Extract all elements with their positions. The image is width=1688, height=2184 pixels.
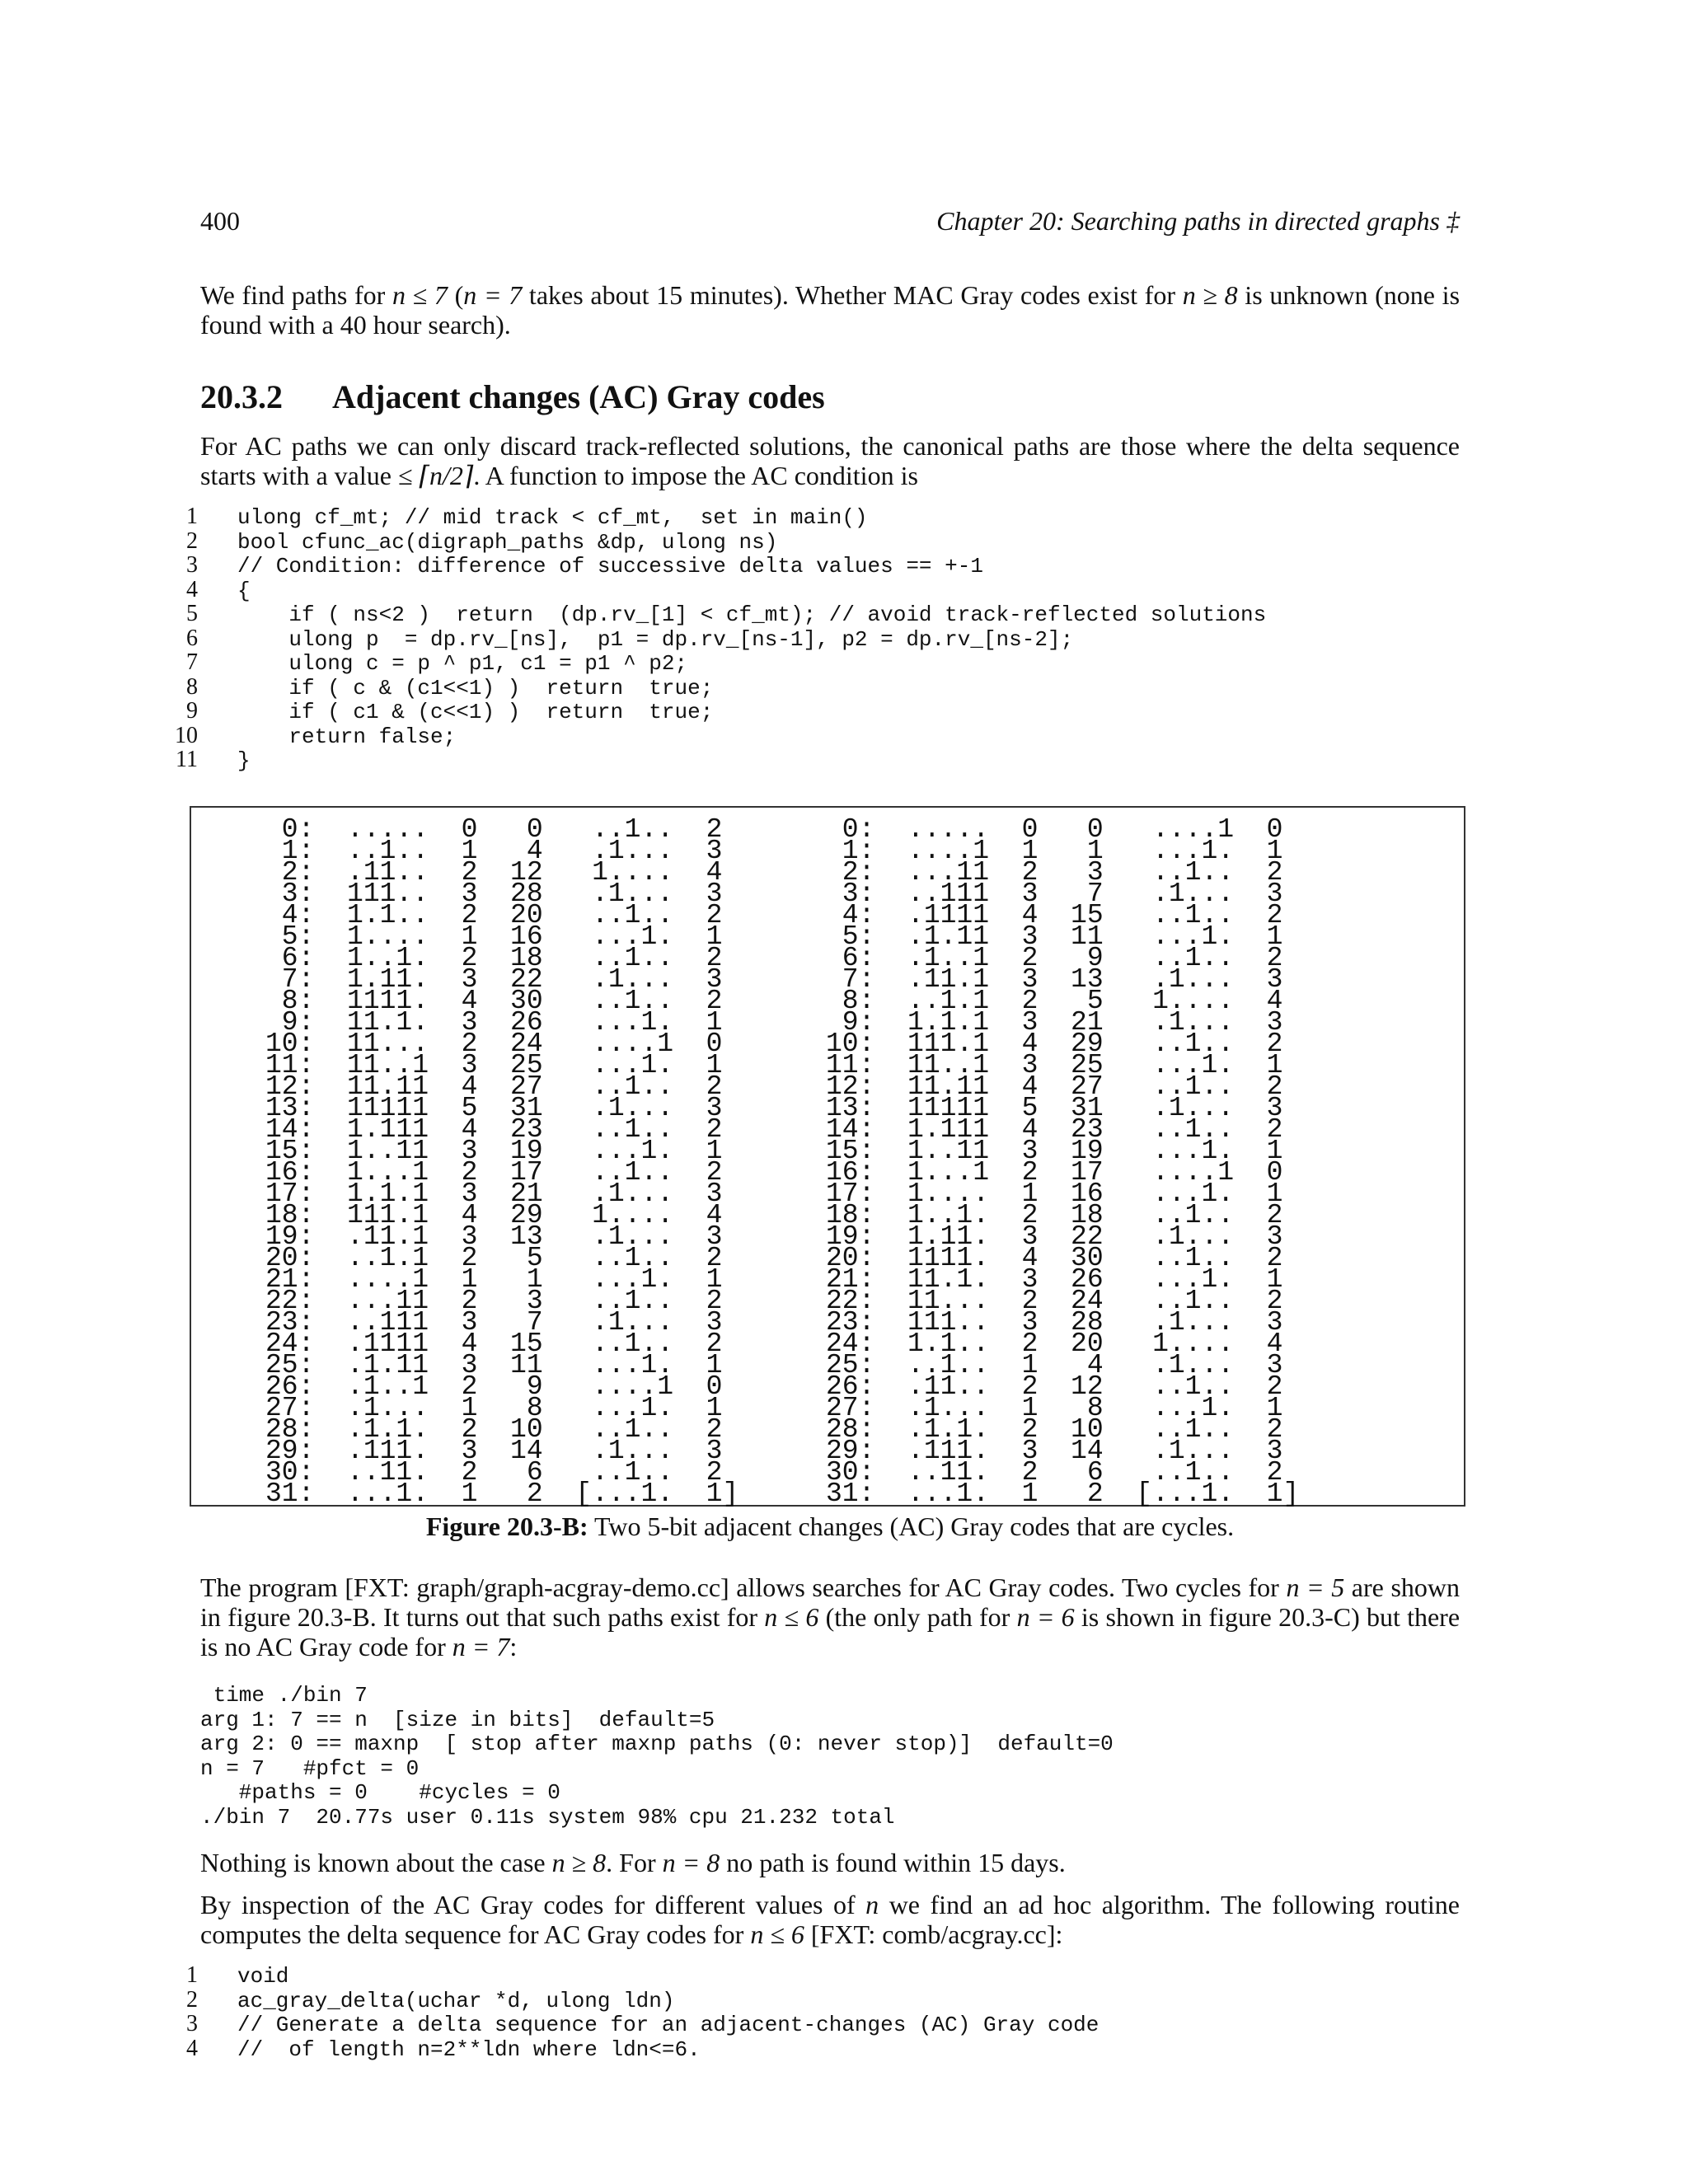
math-inline: n ≥ 8: [551, 1848, 607, 1877]
figure-20-3-b: [190, 806, 1465, 1507]
line-number: 2: [186, 1986, 198, 2013]
code-line: [165, 748, 1266, 772]
text-run: (the only path for: [818, 1602, 1017, 1632]
shell-output: [200, 1684, 1114, 1830]
table-row: 9: 11.1. 3 26 ...1. 1: [265, 1007, 723, 1038]
line-number: 6: [186, 625, 198, 651]
table-row: 11: 11..1 3 25 ...1. 1: [826, 1050, 1283, 1080]
table-row: 14: 1.111 4 23 ..1.. 2: [826, 1114, 1283, 1145]
table-row: 14: 1.111 4 23 ..1.. 2: [265, 1114, 723, 1145]
math-inline: n ≤ 6: [764, 1602, 819, 1632]
code-text: if ( ns<2 ) return (dp.rv_[1] < cf_mt); // avoid track-reflected solutions: [237, 602, 1267, 627]
table-row: 9: 1.1.1 3 21 .1... 3: [826, 1007, 1283, 1038]
math-inline: n = 7: [463, 280, 523, 310]
table-row: 29: .111. 3 14 .1... 3: [265, 1436, 723, 1466]
math-inline: n = 6: [1016, 1602, 1075, 1632]
page-header: [200, 206, 1460, 239]
code-text: if ( c1 & (c<<1) ) return true;: [237, 700, 714, 724]
code-line: [165, 724, 1266, 748]
table-row: 23: 111.. 3 28 .1... 3: [826, 1307, 1283, 1338]
shell-line: ./bin 7 20.77s user 0.11s system 98% cpu 21.232 total: [200, 1804, 895, 1830]
table-row: 15: 1..11 3 19 ...1. 1: [826, 1136, 1283, 1166]
line-number: 3: [186, 2011, 198, 2036]
intro-paragraph: [200, 280, 1460, 340]
table-row: 18: 1..1. 2 18 ..1.. 2: [826, 1200, 1283, 1230]
code-listing-ac-gray-delta: [165, 1963, 1099, 2060]
table-row: 12: 11.11 4 27 ..1.. 2: [826, 1071, 1283, 1102]
math-inline: n: [865, 1890, 879, 1919]
table-row: 19: 1.11. 3 22 .1... 3: [826, 1221, 1283, 1252]
table-row: 3: 111.. 3 28 .1... 3: [265, 879, 723, 909]
code-text: // of length n=2**ldn where ldn<=6.: [237, 2036, 701, 2062]
table-row: 2: .11.. 2 12 1.... 4: [265, 857, 723, 888]
table-row: 23: ..111 3 7 .1... 3: [265, 1307, 723, 1338]
table-row: 26: .11.. 2 12 ..1.. 2: [826, 1371, 1283, 1402]
line-number: 1: [186, 1962, 198, 1988]
text-run: For AC paths we can only discard track-reflected solutions, the canonical paths are those where the delta sequence starts with a value ≤: [200, 431, 1460, 490]
table-row: 10: 11... 2 24 ....1 0: [265, 1029, 723, 1059]
math-inline: n ≤ 6: [750, 1919, 804, 1949]
table-row: 22: ...11 2 3 ..1.. 2: [265, 1286, 723, 1316]
table-row: 27: .1... 1 8 ...1. 1: [265, 1393, 723, 1423]
text-run: are shown in figure 20.3-B. It turns out that such paths exist for: [200, 1572, 1461, 1632]
table-row: 13: 11111 5 31 .1... 3: [265, 1093, 723, 1123]
line-number: 10: [175, 722, 198, 748]
code-line: [165, 602, 1266, 626]
line-number: 4: [186, 2035, 198, 2061]
text-run: Nothing is known about the case: [200, 1848, 552, 1877]
table-row: 26: .1..1 2 9 ....1 0: [265, 1371, 723, 1402]
text-run: We find paths for: [200, 280, 392, 310]
text-run: (: [447, 280, 464, 310]
math-inline: ⌈n/2⌉: [419, 461, 474, 490]
table-row: 0: ..... 0 0 ....1 0: [826, 814, 1283, 845]
table-row: 5: 1.... 1 16 ...1. 1: [265, 921, 723, 952]
code-line: [165, 2012, 1099, 2036]
section-heading: [200, 377, 825, 416]
table-row: 17: 1.1.1 3 21 .1... 3: [265, 1179, 723, 1209]
code-listing-cfunc-ac: [165, 504, 1266, 772]
text-run: [FXT: comb/acgray.cc]:: [804, 1919, 1063, 1949]
gray-code-table-left: [265, 814, 739, 1509]
algorithm-paragraph: [200, 1890, 1460, 1949]
shell-line: arg 1: 7 == n [size in bits] default=5: [200, 1707, 715, 1732]
table-row: 7: .11.1 3 13 .1... 3: [826, 964, 1283, 995]
table-row: 0: ..... 0 0 ..1.. 2: [265, 814, 723, 845]
table-row: 4: 1.1.. 2 20 ..1.. 2: [265, 900, 723, 930]
table-row: 25: ..1.. 1 4 .1... 3: [826, 1350, 1283, 1380]
code-line: [165, 650, 1266, 675]
table-row: 31: ...1. 1 2 [...1. 1]: [826, 1479, 1300, 1509]
chapter-title: Chapter 20: Searching paths in directed graphs ‡: [936, 206, 1460, 236]
table-row: 3: ..111 3 7 .1... 3: [826, 879, 1283, 909]
table-row: 25: .1.11 3 11 ...1. 1: [265, 1350, 723, 1380]
gray-code-table-right: [826, 814, 1300, 1509]
table-row: 31: ...1. 1 2 [...1. 1]: [265, 1479, 739, 1509]
code-line: [165, 626, 1266, 651]
text-run: . A function to impose the AC condition is: [473, 461, 918, 490]
table-row: 28: .1.1. 2 10 ..1.. 2: [265, 1414, 723, 1445]
caption-text: Two 5-bit adjacent changes (AC) Gray codes that are cycles.: [588, 1511, 1235, 1541]
math-inline: n = 8: [662, 1848, 720, 1877]
text-run: is shown in figure 20.3-C) but there is no AC Gray code for: [200, 1602, 1461, 1661]
line-number: 1: [186, 504, 198, 529]
code-text: return false;: [237, 724, 457, 749]
code-line: [165, 675, 1266, 700]
table-row: 6: 1..1. 2 18 ..1.. 2: [265, 943, 723, 973]
line-number: 4: [186, 576, 198, 602]
unknown-case-paragraph: [200, 1848, 1460, 1877]
line-number: 11: [176, 747, 198, 772]
code-line: [165, 578, 1266, 602]
shell-line: #paths = 0 #cycles = 0: [200, 1780, 560, 1805]
line-number: 8: [186, 673, 198, 700]
table-row: 13: 11111 5 31 .1... 3: [826, 1093, 1283, 1123]
math-inline: n = 5: [1286, 1572, 1345, 1602]
table-row: 24: 1.1.. 2 20 1.... 4: [826, 1329, 1283, 1359]
table-row: 10: 111.1 4 29 ..1.. 2: [826, 1029, 1283, 1059]
text-run: is unknown (none is found with a 40 hour search).: [200, 280, 1461, 340]
table-row: 24: .1111 4 15 ..1.. 2: [265, 1329, 723, 1359]
table-row: 2: ...11 2 3 ..1.. 2: [826, 857, 1283, 888]
ac-paths-paragraph: [200, 431, 1460, 490]
text-run: . For: [606, 1848, 663, 1877]
text-run: no path is found within 15 days.: [720, 1848, 1066, 1877]
code-text: // Generate a delta sequence for an adjacent-changes (AC) Gray code: [237, 2013, 1100, 2037]
table-row: 28: .1.1. 2 10 ..1.. 2: [826, 1414, 1283, 1445]
table-row: 1: ..1.. 1 4 .1... 3: [265, 836, 723, 866]
code-line: [165, 504, 1266, 529]
section-number: 20.3.2: [200, 378, 283, 415]
table-row: 20: 1111. 4 30 ..1.. 2: [826, 1243, 1283, 1273]
table-row: 7: 1.11. 3 22 .1... 3: [265, 964, 723, 995]
line-number: 7: [186, 649, 198, 675]
table-row: 4: .1111 4 15 ..1.. 2: [826, 900, 1283, 930]
shell-line: arg 2: 0 == maxnp [ stop after maxnp paths (0: never stop)] default=0: [200, 1732, 1114, 1756]
table-row: 20: ..1.1 2 5 ..1.. 2: [265, 1243, 723, 1273]
program-paragraph: [200, 1572, 1460, 1661]
table-row: 18: 111.1 4 29 1.... 4: [265, 1200, 723, 1230]
text-run: The program [FXT: graph/graph-acgray-demo.cc] allows searches for AC Gray codes. Two cycles for: [200, 1572, 1287, 1602]
table-row: 1: ....1 1 1 ...1. 1: [826, 836, 1283, 866]
code-text: bool cfunc_ac(digraph_paths &dp, ulong ns): [237, 529, 778, 555]
code-text: ulong cf_mt; // mid track < cf_mt, set in main(): [237, 505, 868, 530]
table-row: 16: 1...1 2 17 ....1 0: [826, 1157, 1283, 1188]
shell-line: n = 7 #pfct = 0: [200, 1755, 420, 1781]
code-text: {: [237, 578, 251, 603]
code-line: [165, 529, 1266, 554]
code-text: // Condition: difference of successive delta values == +-1: [237, 554, 983, 579]
table-row: 22: 11... 2 24 ..1.. 2: [826, 1286, 1283, 1316]
code-line: [165, 1988, 1099, 2013]
table-row: 8: ..1.1 2 5 1.... 4: [826, 986, 1283, 1016]
code-text: if ( c & (c1<<1) ) return true;: [237, 675, 714, 701]
code-line: [165, 2036, 1099, 2061]
code-text: void: [237, 1964, 289, 1989]
figure-caption: [200, 1511, 1460, 1542]
table-row: 5: .1.11 3 11 ...1. 1: [826, 921, 1283, 952]
code-line: [165, 1963, 1099, 1988]
code-text: ulong p = dp.rv_[ns], p1 = dp.rv_[ns-1], p2 = dp.rv_[ns-2];: [237, 626, 1074, 652]
table-row: 17: 1.... 1 16 ...1. 1: [826, 1179, 1283, 1209]
table-row: 21: 11.1. 3 26 ...1. 1: [826, 1264, 1283, 1295]
text-run: By inspection of the AC Gray codes for different values of: [200, 1890, 866, 1919]
text-run: :: [509, 1632, 518, 1661]
shell-line: time ./bin 7: [200, 1683, 368, 1708]
code-text: ulong c = p ^ p1, c1 = p1 ^ p2;: [237, 651, 688, 676]
table-row: 21: ....1 1 1 ...1. 1: [265, 1264, 723, 1295]
line-number: 2: [186, 527, 198, 554]
table-row: 12: 11.11 4 27 ..1.. 2: [265, 1071, 723, 1102]
code-line: [165, 699, 1266, 724]
section-title: Adjacent changes (AC) Gray codes: [332, 378, 825, 415]
table-row: 19: .11.1 3 13 .1... 3: [265, 1221, 723, 1252]
math-inline: n ≤ 7: [392, 280, 448, 310]
math-inline: n ≥ 8: [1182, 280, 1238, 310]
line-number: 9: [186, 698, 198, 724]
code-text: ac_gray_delta(uchar *d, ulong ldn): [237, 1988, 675, 2013]
text-run: takes about 15 minutes). Whether MAC Gray codes exist for: [522, 280, 1183, 310]
caption-label: Figure 20.3-B:: [425, 1511, 588, 1541]
text-run: we find an ad hoc algorithm. The following routine computes the delta sequence for AC Gray codes for: [200, 1890, 1461, 1949]
table-row: 6: .1..1 2 9 ..1.. 2: [826, 943, 1283, 973]
table-row: 16: 1...1 2 17 ..1.. 2: [265, 1157, 723, 1188]
table-row: 15: 1..11 3 19 ...1. 1: [265, 1136, 723, 1166]
table-row: 27: .1... 1 8 ...1. 1: [826, 1393, 1283, 1423]
line-number: 3: [186, 552, 198, 578]
table-row: 11: 11..1 3 25 ...1. 1: [265, 1050, 723, 1080]
math-inline: n = 7: [452, 1632, 510, 1661]
table-row: 30: ..11. 2 6 ..1.. 2: [826, 1457, 1283, 1488]
table-row: 30: ..11. 2 6 ..1.. 2: [265, 1457, 723, 1488]
code-line: [165, 553, 1266, 578]
page-number: 400: [200, 206, 240, 236]
code-text: }: [237, 748, 251, 773]
table-row: 29: .111. 3 14 .1... 3: [826, 1436, 1283, 1466]
line-number: 5: [186, 601, 198, 626]
table-row: 8: 1111. 4 30 ..1.. 2: [265, 986, 723, 1016]
